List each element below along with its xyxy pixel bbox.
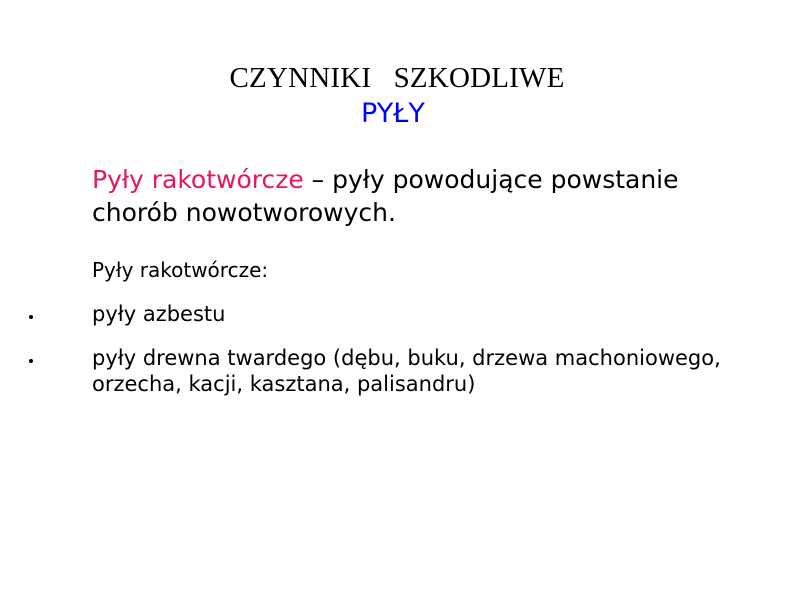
- list-item-text: pyły azbestu: [92, 302, 226, 326]
- list-heading: Pyły rakotwórcze:: [92, 258, 269, 282]
- list-item: [0, 345, 732, 397]
- definition-paragraph: [92, 163, 732, 229]
- list-item: [0, 301, 732, 327]
- bullet-dot-icon: [29, 359, 33, 363]
- slide-title: CZYNNIKI SZKODLIWE: [229, 62, 565, 94]
- bullet-list: [0, 301, 794, 415]
- bullet-dot-icon: [29, 315, 33, 319]
- slide-subtitle: PYŁY: [361, 98, 425, 129]
- definition-text: – pyły powodujące powstanie chorób nowotworowych.: [92, 165, 679, 227]
- definition-term: Pyły rakotwórcze: [92, 165, 304, 194]
- list-item-text: pyły drewna twardego (dębu, buku, drzewa machoniowego, orzecha, kacji, kasztana, palisandru): [92, 346, 721, 396]
